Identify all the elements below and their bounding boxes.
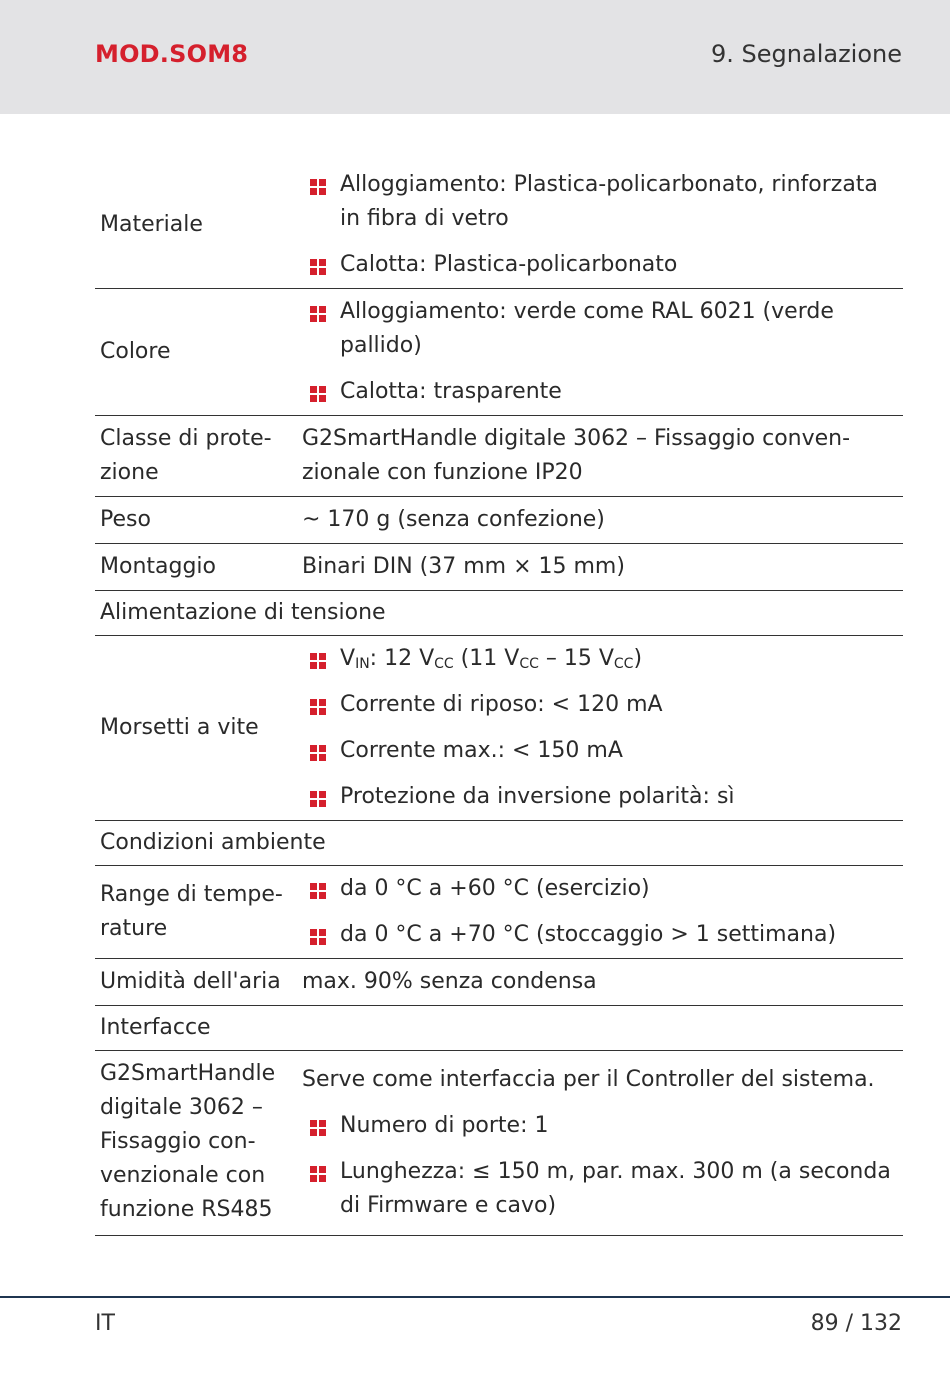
voltage-spec: $V_{IN}$: 12 $V_{CC}$ (11 $V_{CC} - 15$ $V_{CC}$) [340,646,643,672]
row-colore [95,289,903,416]
row-range-temperature [95,866,903,959]
page-header [0,0,950,114]
bullet-list [302,168,903,282]
bullet-squares-icon [310,386,326,402]
brand-title: MOD.SOM8 [95,40,249,68]
bullet-squares-icon [310,883,326,899]
row-interfacce [95,1006,903,1051]
list-item: da 0 °C a +60 °C (esercizio) [302,872,903,906]
list-item: Lunghezza: ≤ 150 m, par. max. 300 m (a seconda di Firmware e cavo) [302,1155,903,1223]
row-montaggio [95,544,903,591]
list-item: Numero di porte: 1 [302,1109,903,1143]
bullet-squares-icon [310,179,326,195]
section-heading: Interfacce [100,1015,211,1040]
footer-language: IT [95,1311,115,1336]
bullet-squares-icon [310,653,326,669]
row-value: Binari DIN (37 mm × 15 mm) [302,554,625,579]
page-number: 89 / 132 [810,1311,902,1336]
row-condizioni [95,821,903,866]
list-item: Corrente di riposo: < 120 mA [302,688,903,722]
row-value: max. 90% senza condensa [302,969,597,994]
row-value: ~ 170 g (senza confezione) [302,507,605,532]
row-materiale [95,162,903,289]
list-item: da 0 °C a +70 °C (stoccaggio > 1 settimana) [302,918,903,952]
row-label: Range di tempe-rature [100,882,283,941]
bullet-list [302,1109,903,1223]
bullet-squares-icon [310,791,326,807]
footer-divider [0,1296,950,1298]
list-item: Alloggiamento: verde come RAL 6021 (verde pallido) [302,295,903,363]
row-umidita [95,959,903,1006]
bullet-list [302,295,903,409]
row-label: Umidità dell'aria [100,969,281,994]
row-g2-interface [95,1051,903,1236]
row-label: G2SmartHandle digitale 3062 – Fissaggio con-venzionale con funzione RS485 [100,1061,276,1222]
list-item: Calotta: trasparente [302,375,903,409]
bullet-squares-icon [310,699,326,715]
row-intro-text: Serve come interfaccia per il Controller del sistema. [302,1067,875,1092]
row-alimentazione [95,591,903,636]
bullet-squares-icon [310,1120,326,1136]
section-heading: Alimentazione di tensione [100,600,386,625]
row-morsetti [95,636,903,821]
bullet-squares-icon [310,259,326,275]
list-item: Calotta: Plastica-policarbonato [302,248,903,282]
list-item: Alloggiamento: Plastica-policarbonato, rinforzata in fibra di vetro [302,168,903,236]
bullet-squares-icon [310,1166,326,1182]
row-label: Montaggio [100,554,216,579]
bullet-list [302,642,903,814]
row-label: Morsetti a vite [100,715,259,740]
row-peso [95,497,903,544]
row-label: Peso [100,507,151,532]
bullet-squares-icon [310,929,326,945]
row-label: Classe di prote-zione [100,426,272,485]
bullet-squares-icon [310,745,326,761]
bullet-list [302,872,903,952]
section-heading: Condizioni ambiente [100,830,326,855]
list-item: Protezione da inversione polarità: sì [302,780,903,814]
row-label: Materiale [100,212,203,237]
row-label: Colore [100,339,171,364]
row-classe-protezione [95,416,903,497]
spec-table [95,162,903,1236]
list-item: Corrente max.: < 150 mA [302,734,903,768]
list-item [302,642,903,676]
section-title: 9. Segnalazione [711,40,902,68]
row-value: G2SmartHandle digitale 3062 – Fissaggio conven-zionale con funzione IP20 [302,426,851,485]
bullet-squares-icon [310,306,326,322]
